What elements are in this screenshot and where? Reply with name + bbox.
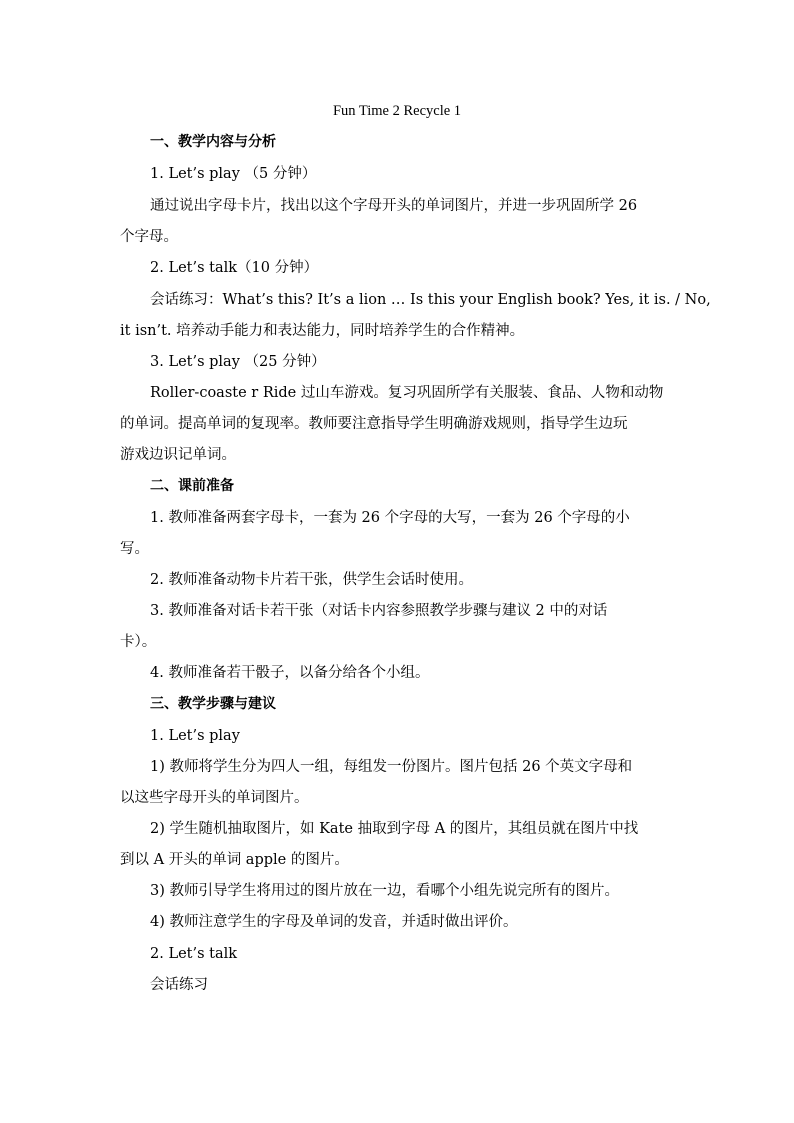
paragraph-line: 4. 教师准备若干骰子，以备分给各个小组。 <box>150 665 430 681</box>
paragraph-line: 写。 <box>120 541 149 557</box>
paragraph-line: 4) 教师注意学生的字母及单词的发音，并适时做出评价。 <box>150 914 518 930</box>
paragraph-line: 2. 教师准备动物卡片若干张，供学生会话时使用。 <box>150 572 473 588</box>
paragraph-line: 3) 教师引导学生将用过的图片放在一边，看哪个小组先说完所有的图片。 <box>150 883 619 899</box>
paragraph-line: 卡）。 <box>120 634 157 650</box>
item-title-lets-talk: 2. Let’s talk（10 分钟） <box>150 260 319 276</box>
document-title: Fun Time 2 Recycle 1 <box>332 103 462 119</box>
paragraph-line: 3. 教师准备对话卡若干张（对话卡内容参照教学步骤与建议 2 中的对话 <box>150 603 608 619</box>
paragraph-line: 2) 学生随机抽取图片，如 Kate 抽取到字母 A 的图片，其组员就在图片中找 <box>150 821 639 837</box>
paragraph-line: 1. 教师准备两套字母卡，一套为 26 个字母的大写，一套为 26 个字母的小 <box>150 510 630 526</box>
subheading-lets-talk: 2. Let’s talk <box>150 946 238 962</box>
paragraph-line: it isn’t. 培养动手能力和表达能力，同时培养学生的合作精神。 <box>120 323 525 339</box>
paragraph-line: 游戏边识记单词。 <box>120 447 236 463</box>
item-title-lets-play-3: 3. Let’s play （25 分钟） <box>150 354 326 370</box>
section-heading-preparation: 二、课前准备 <box>150 478 234 494</box>
paragraph-line: 会话练习 <box>150 977 208 993</box>
paragraph-line: 通过说出字母卡片，找出以这个字母开头的单词图片，并进一步巩固所学 26 <box>150 198 638 214</box>
paragraph-line: 到以 A 开头的单词 apple 的图片。 <box>120 852 349 868</box>
paragraph-line: 以这些字母开头的单词图片。 <box>120 790 309 806</box>
item-title-lets-play-1: 1. Let’s play （5 分钟） <box>150 166 317 182</box>
paragraph-line: 个字母。 <box>120 229 178 245</box>
paragraph-line: Roller-coaste r Ride 过山车游戏。复习巩固所学有关服装、食品、人物和动物 <box>150 385 664 401</box>
paragraph-line: 1) 教师将学生分为四人一组，每组发一份图片。图片包括 26 个英文字母和 <box>150 759 633 775</box>
section-heading-content-analysis: 一、教学内容与分析 <box>150 134 276 150</box>
section-heading-steps: 三、教学步骤与建议 <box>150 696 276 712</box>
paragraph-line: 的单词。提高单词的复现率。教师要注意指导学生明确游戏规则，指导学生边玩 <box>120 416 628 432</box>
subheading-lets-play: 1. Let’s play <box>150 728 240 744</box>
paragraph-line: 会话练习：What’s this? It’s a lion … Is this your English book? Yes, it is. / No, <box>150 292 711 308</box>
